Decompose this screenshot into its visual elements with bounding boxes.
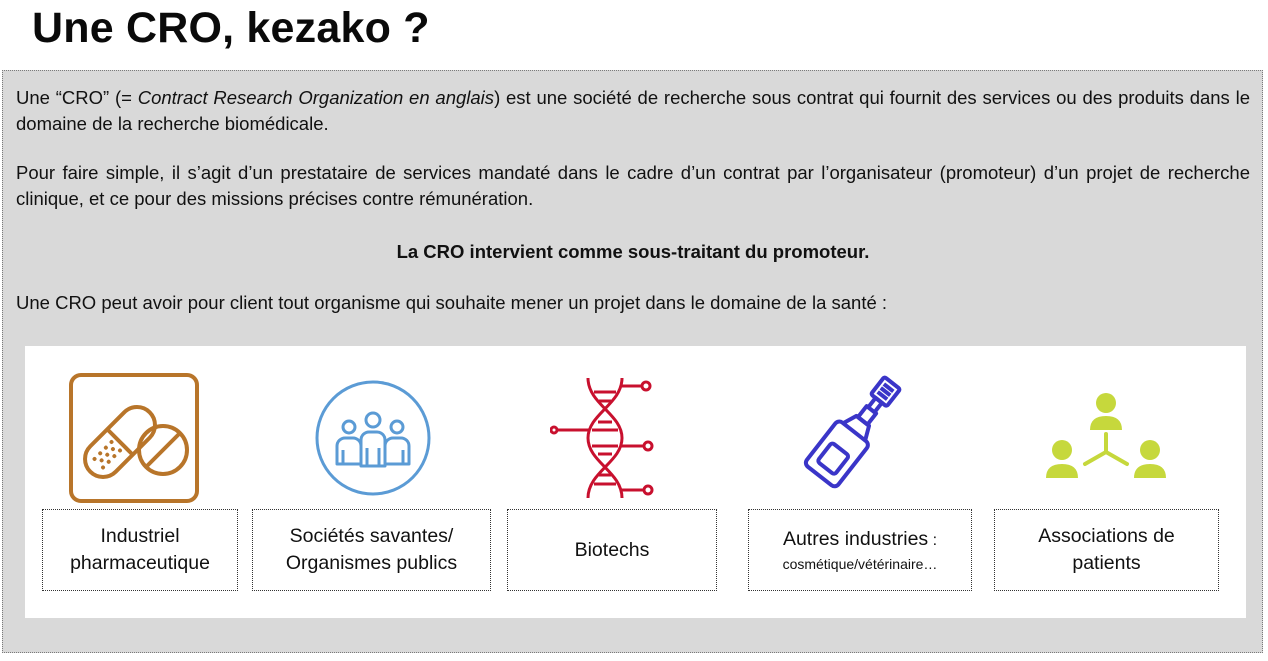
client-label-box (994, 509, 1219, 591)
intro-paragraph-explanation: Pour faire simple, il s’agit d’un prestataire de services mandaté dans le cadre d’un contrat par l’organisateur (promoteur) d’un projet de recherche clinique, et ce pour des missions précises contre rémunération. (16, 162, 1250, 209)
group-icon (313, 378, 433, 498)
page-title: Une CRO, kezako ? (32, 4, 430, 52)
bottle-icon (798, 374, 926, 502)
client-types-card (25, 346, 1246, 618)
intro-paragraph-definition (16, 85, 1250, 137)
clients-lead-in: Une CRO peut avoir pour client tout organisme qui souhaite mener un projet dans le domaine de la santé : (16, 292, 888, 313)
client-label-line1: Sociétés savantes/ (289, 525, 454, 547)
client-label-line1 (783, 526, 937, 554)
client-label-box (42, 509, 238, 591)
definition-text-end: ) est une société de recherche sous contrat qui fournit des services ou des produits dans le domaine de la recherche biomédicale. (16, 87, 1250, 134)
client-label-line2: Organismes publics (285, 552, 458, 574)
definition-text-start: Une “CRO” (= (16, 87, 138, 108)
dna-icon (550, 374, 658, 502)
client-label-line2: pharmaceutique (70, 552, 210, 574)
client-label-line2: patients (1072, 552, 1141, 574)
pills-icon (68, 372, 200, 504)
definition-acronym-expansion: Contract Research Organization en anglais (137, 87, 495, 108)
client-label-sub: cosmétique/vétérinaire… (782, 556, 938, 572)
client-label-box (748, 509, 972, 591)
client-label-line1: Biotechs (574, 538, 650, 561)
client-label-main-text: Autres industries (782, 528, 929, 550)
key-statement: La CRO intervient comme sous-traitant du promoteur. (396, 241, 870, 262)
content-panel (2, 70, 1263, 653)
client-label-line1: Industriel (100, 525, 180, 547)
client-label-line1: Associations de (1038, 525, 1175, 547)
client-label-box (507, 509, 717, 591)
client-label-colon: : (928, 532, 938, 549)
client-label-box (252, 509, 491, 591)
network-people-icon (1045, 390, 1167, 486)
